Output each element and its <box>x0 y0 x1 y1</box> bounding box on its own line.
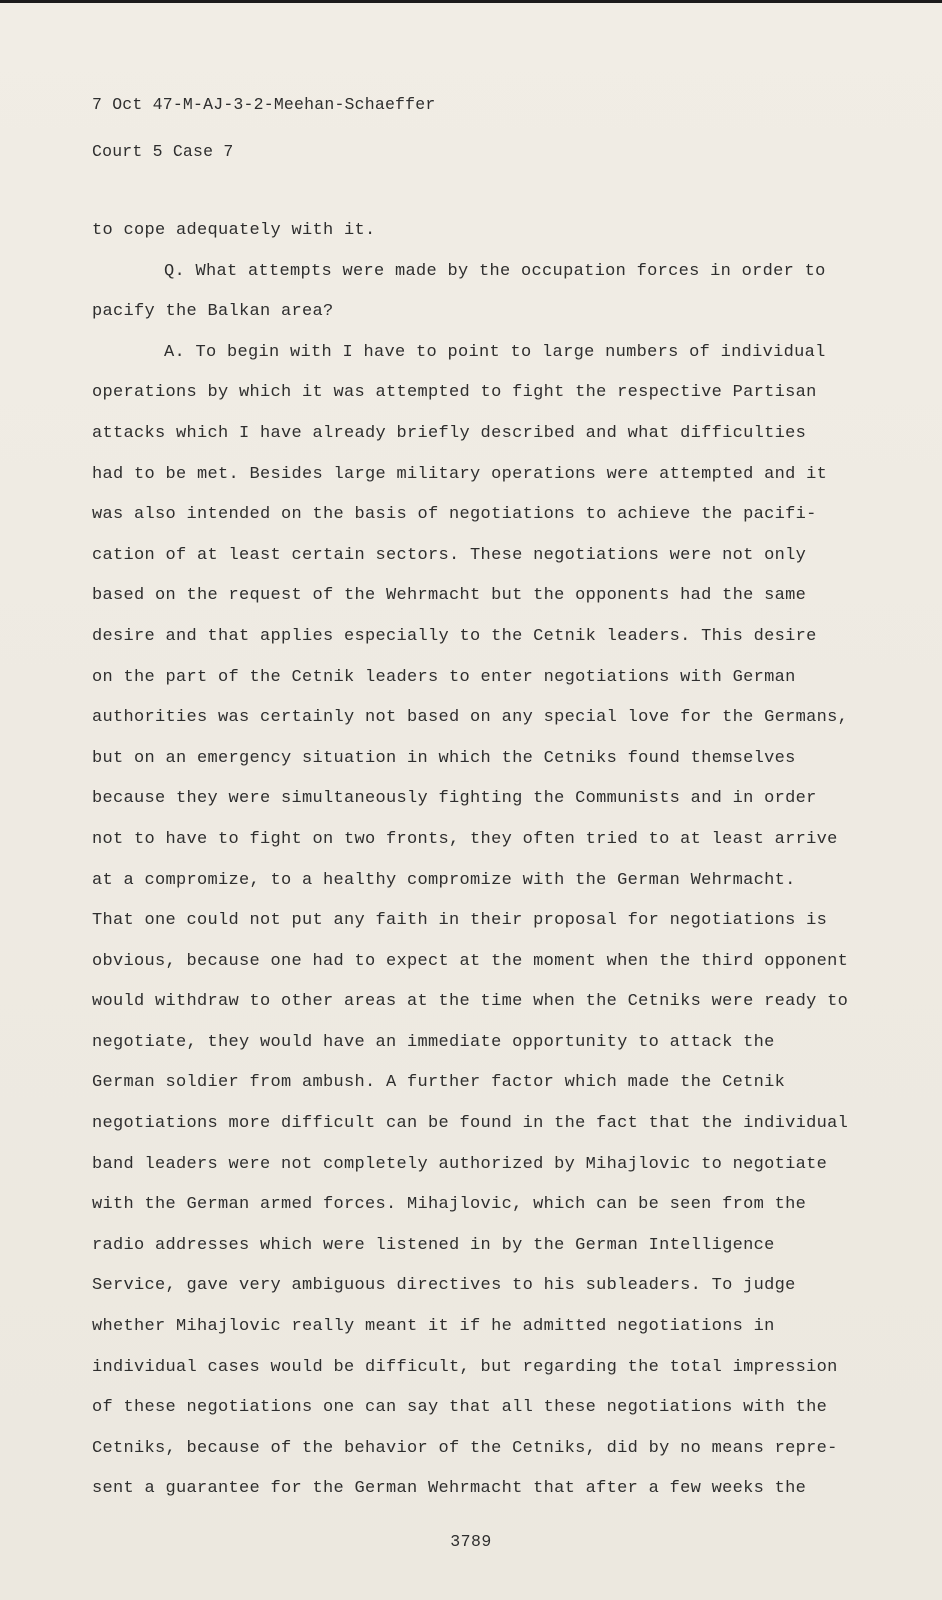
text-line: but on an emergency situation in which the Cetniks found themselves <box>92 748 796 768</box>
text-line: would withdraw to other areas at the time when the Cetniks were ready to <box>92 992 849 1012</box>
text-line: radio addresses which were listened in by the German Intelligence <box>92 1235 775 1255</box>
text-line: authorities was certainly not based on any special love for the Germans, <box>92 708 849 728</box>
text-line: That one could not put any faith in their proposal for negotiations is <box>92 911 828 931</box>
text-line: on the part of the Cetnik leaders to enter negotiations with German <box>92 667 796 687</box>
text-line: not to have to fight on two fronts, they often tried to at least arrive <box>92 829 838 849</box>
text-line-question: Q. What attempts were made by the occupation forces in order to <box>164 261 826 281</box>
text-line: individual cases would be difficult, but regarding the total impression <box>92 1357 838 1377</box>
text-line: based on the request of the Wehrmacht but the opponents had the same <box>92 586 807 606</box>
text-line: because they were simultaneously fighting the Communists and in order <box>92 789 817 809</box>
text-line: was also intended on the basis of negotiations to achieve the pacifi- <box>92 505 817 525</box>
transcript-body <box>92 218 852 1517</box>
text-line: to cope adequately with it. <box>92 221 376 240</box>
text-line: with the German armed forces. Mihajlovic, which can be seen from the <box>92 1195 807 1215</box>
text-line: Cetniks, because of the behavior of the Cetniks, did by no means repre- <box>92 1438 838 1458</box>
text-line: pacify the Balkan area? <box>92 302 334 322</box>
header-line-date-reference: 7 Oct 47-M-AJ-3-2-Meehan-Schaeffer <box>92 95 436 114</box>
text-line: cation of at least certain sectors. These negotiations were not only <box>92 545 807 565</box>
header-line-court-case: Court 5 Case 7 <box>92 142 234 161</box>
text-line: obvious, because one had to expect at the moment when the third opponent <box>92 951 849 971</box>
document-header <box>92 92 435 186</box>
text-line: negotiations more difficult can be found in the fact that the individual <box>92 1114 849 1134</box>
text-line: band leaders were not completely authorized by Mihajlovic to negotiate <box>92 1154 828 1174</box>
text-line: German soldier from ambush. A further factor which made the Cetnik <box>92 1073 786 1093</box>
text-line: whether Mihajlovic really meant it if he admitted negotiations in <box>92 1317 775 1337</box>
text-line: negotiate, they would have an immediate opportunity to attack the <box>92 1032 775 1052</box>
text-line: had to be met. Besides large military operations were attempted and it <box>92 464 828 484</box>
text-line: operations by which it was attempted to fight the respective Partisan <box>92 383 817 403</box>
text-line: desire and that applies especially to the Cetnik leaders. This desire <box>92 626 817 646</box>
text-line: Service, gave very ambiguous directives to his subleaders. To judge <box>92 1276 796 1296</box>
text-line-answer: A. To begin with I have to point to large numbers of individual <box>164 342 826 362</box>
text-line: attacks which I have already briefly described and what difficulties <box>92 423 807 443</box>
text-line: of these negotiations one can say that all these negotiations with the <box>92 1398 828 1418</box>
text-line: at a compromize, to a healthy compromize with the German Wehrmacht. <box>92 870 796 890</box>
page-number: 3789 <box>450 1532 492 1551</box>
page-top-edge <box>0 0 942 3</box>
text-line: sent a guarantee for the German Wehrmacht that after a few weeks the <box>92 1479 807 1499</box>
